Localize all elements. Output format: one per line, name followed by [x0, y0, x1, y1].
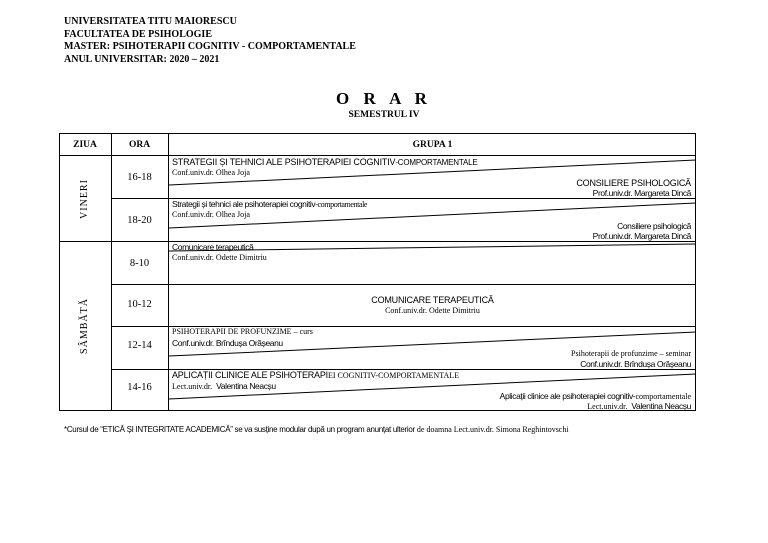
slot-friday-16-bottom-title: CONSILIERE PSIHOLOGICĂ [576, 178, 691, 188]
day-friday: VINERI [79, 179, 90, 219]
university-name: UNIVERSITATEA TITU MAIORESCU [64, 16, 237, 27]
slot-friday-18-bottom-title: Consiliere psihologică [617, 221, 691, 231]
slot-saturday-8-teacher: Conf.univ.dr. Odette Dimitriu [172, 253, 267, 262]
hour-12-14: 12-14 [127, 340, 152, 351]
slot-saturday-14-bottom-teacher: Lect.univ.dr. Valentina Neacșu [587, 401, 691, 411]
slot-saturday-14-top-title: APLICAȚII CLINICE ALE PSIHOTERAPIEI COGNITIV-COMPORTAMENTALE [172, 370, 459, 380]
page-title: O R A R [336, 89, 432, 108]
column-header-day: ZIUA [73, 140, 97, 150]
slot-friday-18-top-teacher: Conf.univ.dr. Olhea Joja [172, 210, 250, 219]
faculty-name: FACULTATEA DE PSIHOLOGIE [64, 28, 212, 40]
hour-14-16: 14-16 [127, 382, 152, 393]
slot-saturday-12-bottom-teacher: Conf.univ.dr. Brîndușa Orășeanu [580, 359, 691, 369]
slot-saturday-10-title: COMUNICARE TERAPEUTICĂ [371, 295, 494, 305]
slot-saturday-14-bottom-title: Aplicații clinice ale psihoterapiei cognitiv-comportamentale [499, 391, 691, 401]
institution-header [64, 16, 356, 66]
slot-friday-16-top-teacher: Conf.univ.dr. Olhea Joja [172, 168, 250, 177]
slot-saturday-8-title: Comunicare terapeutică [172, 242, 254, 252]
day-saturday: SÂMBĂTĂ [79, 298, 90, 354]
slot-saturday-12-bottom-title: Psihoterapii de profunzime – seminar [571, 349, 691, 358]
semester-label: SEMESTRUL IV [348, 110, 420, 120]
slot-friday-16-bottom-teacher: Prof.univ.dr. Margareta Dincă [592, 188, 691, 198]
slot-saturday-12-top-title: PSIHOTERAPII DE PROFUNZIME – curs [172, 327, 313, 336]
slot-friday-18-bottom-teacher: Prof.univ.dr. Margareta Dincă [592, 231, 691, 241]
academic-year: ANUL UNIVERSITAR: 2020 – 2021 [64, 53, 220, 65]
column-header-hour: ORA [128, 140, 151, 150]
slot-saturday-10-teacher: Conf.univ.dr. Odette Dimitriu [385, 306, 480, 315]
slot-friday-16-top-title: STRATEGII ȘI TEHNICI ALE PSIHOTERAPIEI COGNITIV-COMPORTAMENTALE [172, 157, 478, 167]
slot-saturday-12-top-teacher: Conf.univ.dr. Brîndușa Orășeanu [172, 338, 283, 348]
slot-saturday-14-top-teacher: Lect.univ.dr. Valentina Neacșu [172, 381, 276, 391]
column-header-group: GRUPA 1 [412, 140, 453, 150]
hour-18-20: 18-20 [127, 215, 152, 226]
hour-10-12: 10-12 [127, 299, 152, 310]
footnote: *Cursul de “ETICĂ ȘI INTEGRITATE ACADEMICĂ” se va susține modular după un program anunțat ulterior de doamna Lect.univ.dr. Simona Reghintovschi [64, 425, 569, 434]
hour-8-10: 8-10 [129, 258, 150, 269]
slot-friday-18-top-title: Strategii și tehnici ale psihoterapiei cognitiv-comportamentale [172, 199, 368, 209]
hour-16-18-friday: 16-18 [127, 172, 152, 183]
master-program: MASTER: PSIHOTERAPII COGNITIV - COMPORTAMENTALE [64, 41, 356, 52]
timetable [59, 133, 696, 411]
